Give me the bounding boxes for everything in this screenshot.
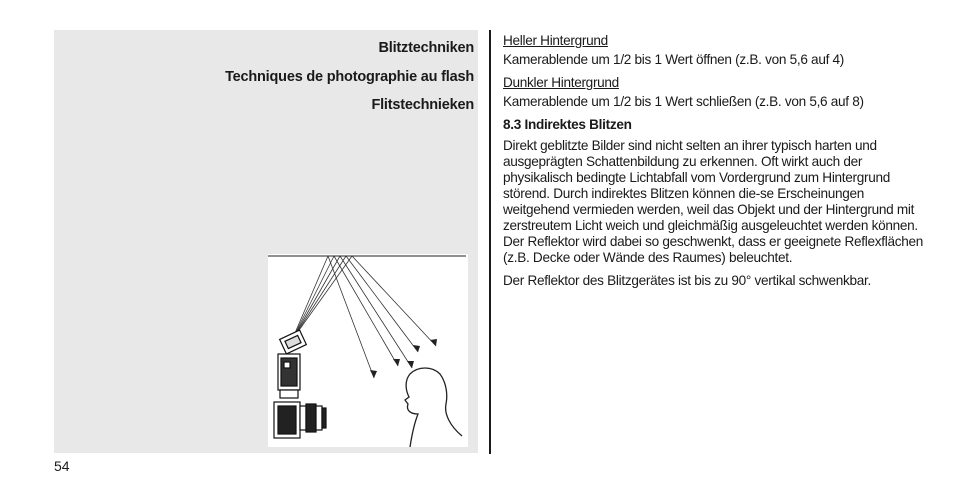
- title-german: Blitztechniken: [378, 40, 474, 56]
- camera-body: [274, 402, 326, 438]
- person-silhouette: [405, 368, 462, 447]
- bright-background-heading: Heller Hintergrund: [503, 33, 608, 48]
- dark-background-text: Kamerablende um 1/2 bis 1 Wert schließen (z.B. von 5,6 auf 8): [503, 94, 864, 109]
- page-number: 54: [54, 458, 70, 474]
- section-heading: 8.3 Indirektes Blitzen: [503, 117, 632, 132]
- paragraph-reflector-tilt: Der Reflektor des Blitzgerätes ist bis zu 90° vertikal schwenkbar.: [503, 273, 871, 288]
- flash-rays: [292, 256, 352, 340]
- content-column: [503, 33, 923, 296]
- section-titles: [225, 34, 474, 120]
- arrowheads: [370, 339, 437, 378]
- title-dutch: Flitstechnieken: [371, 97, 474, 113]
- paragraph-indirect-flash: Direkt geblitzte Bilder sind nicht selten an ihrer typisch harten und ausgeprägten Schattenbildung zu erkennen. Oft wirkt auch der physikalisch bedingte Lichtabfall vom Vordergrund zum Hintergrund störend. Durch indirektes Blitzen können die-se Erscheinungen weitgehend vermieden werden, weil das Objekt und der Hintergrund mit zerstreutem Licht weich und gleichmäßig ausgeleuchtet werden können. Der Reflektor wird dabei so geschwenkt, dass er geeignete Reflexflächen (z.B. Decke oder Wände des Raumes) beleuchtet.: [503, 138, 923, 265]
- flash-unit: [278, 330, 306, 398]
- title-french: Techniques de photographie au flash: [225, 68, 474, 85]
- dark-background-heading: Dunkler Hintergrund: [503, 75, 619, 90]
- indirect-flash-bounce-diagram-icon: [268, 254, 468, 447]
- indirect-flash-illustration: [268, 254, 468, 447]
- bright-background-text: Kamerablende um 1/2 bis 1 Wert öffnen (z.B. von 5,6 auf 4): [503, 52, 845, 67]
- reflected-rays: [328, 256, 436, 378]
- column-divider: [489, 30, 491, 454]
